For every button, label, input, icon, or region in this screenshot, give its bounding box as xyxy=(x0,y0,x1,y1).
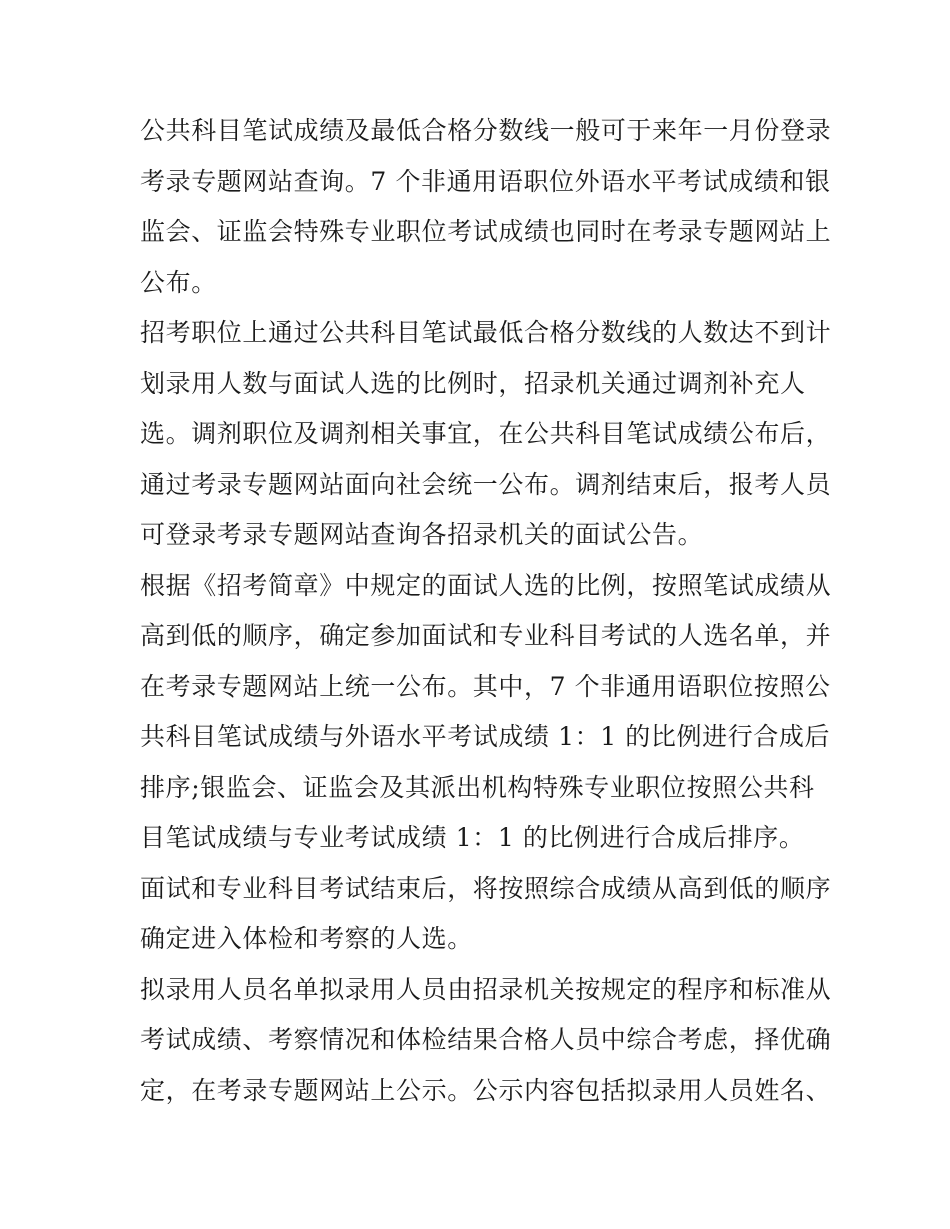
text-line: 可登录考录专题网站查询各招录机关的面试公告。 xyxy=(140,520,704,549)
text-line: 高到低的顺序，确定参加面试和专业科目考试的人选名单，并 xyxy=(140,621,832,650)
text-line: 在考录专题网站上统一公布。其中，7 个非通用语职位按照公 xyxy=(140,671,831,701)
text-line: 公共科目笔试成绩及最低合格分数线一般可于来年一月份登录 xyxy=(140,116,832,145)
text-line: 通过考录专题网站面向社会统一公布。调剂结束后，报考人员 xyxy=(140,469,832,499)
document-body xyxy=(140,106,832,1116)
text-line: 划录用人数与面试人选的比例时，招录机关通过调剂补充人 xyxy=(140,368,806,398)
text-line: 拟录用人员名单拟录用人员由招录机关按规定的程序和标准从 xyxy=(140,974,832,1004)
text-line: 面试和专业科目考试结束后，将按照综合成绩从高到低的顺序 xyxy=(140,873,832,903)
text-line: 排序;银监会、证监会及其派出机构特殊专业职位按照公共科 xyxy=(140,772,815,802)
text-line: 招考职位上通过公共科目笔试最低合格分数线的人数达不到计 xyxy=(140,318,832,347)
text-line: 考录专题网站查询。7 个非通用语职位外语水平考试成绩和银 xyxy=(140,166,831,196)
text-line: 公布。 xyxy=(140,267,217,297)
text-line: 选。调剂职位及调剂相关事宜，在公共科目笔试成绩公布后， xyxy=(140,419,832,448)
text-line: 考试成绩、考察情况和体检结果合格人员中综合考虑，择优确 xyxy=(140,1025,832,1054)
text-line: 目笔试成绩与专业考试成绩 1：1 的比例进行合成后排序。 xyxy=(140,823,805,852)
text-line: 监会、证监会特殊专业职位考试成绩也同时在考录专题网站上 xyxy=(140,217,832,246)
text-line: 共科目笔试成绩与外语水平考试成绩 1：1 的比例进行合成后 xyxy=(140,722,831,751)
text-line: 根据《招考简章》中规定的面试人选的比例，按照笔试成绩从 xyxy=(140,570,832,600)
text-line: 确定进入体检和考察的人选。 xyxy=(140,924,473,953)
text-line: 定，在考录专题网站上公示。公示内容包括拟录用人员姓名、 xyxy=(140,1075,832,1105)
